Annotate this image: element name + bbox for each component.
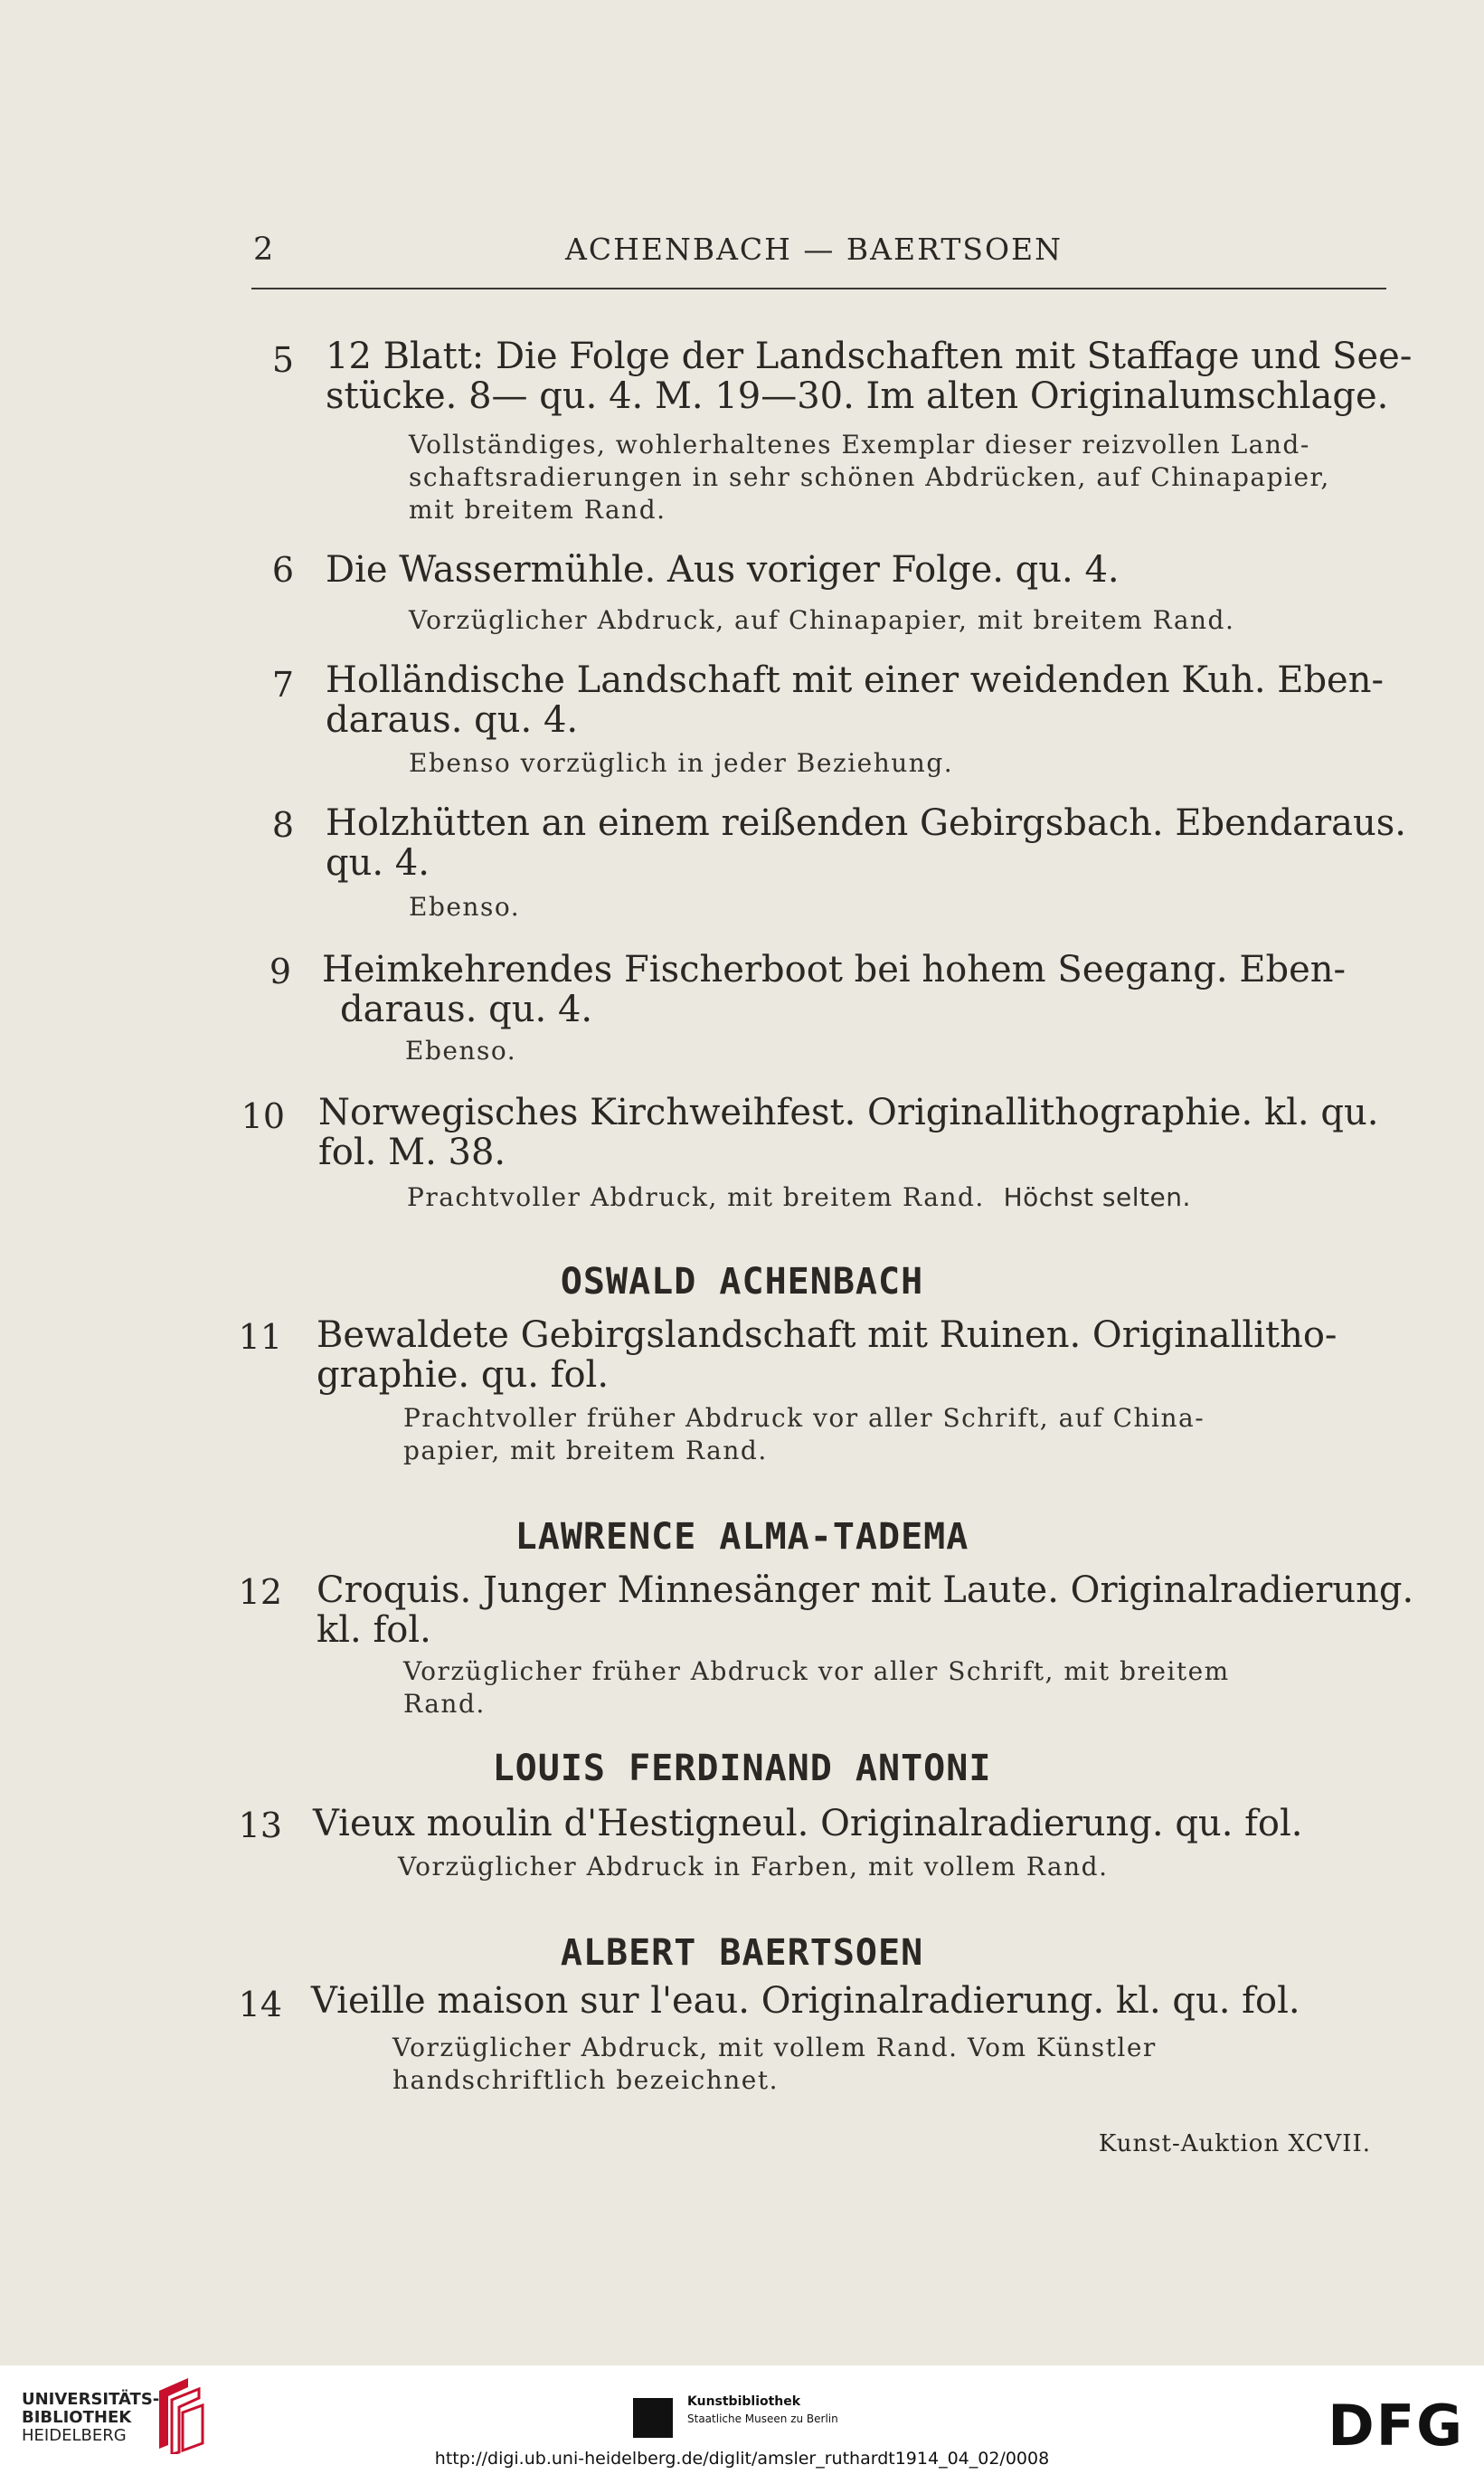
entry-description: Ebenso. <box>405 1036 517 1066</box>
entry-description: Vorzüglicher Abdruck, auf Chinapapier, mit breitem Rand. <box>409 605 1235 635</box>
entry-description: Vorzüglicher früher Abdruck vor aller Schrift, mit breitem Rand. <box>403 1656 1230 1719</box>
university-library-logo[interactable]: UNIVERSITÄTS- BIBLIOTHEK HEIDELBERG <box>22 2390 160 2445</box>
entry-description: Vorzüglicher Abdruck in Farben, mit vollem Rand. <box>398 1852 1109 1882</box>
rarity-note: Höchst selten. <box>1003 1182 1191 1212</box>
entry-number: 12 <box>238 1572 282 1612</box>
entry-number: 9 <box>269 952 291 991</box>
page-number: 2 <box>253 232 274 268</box>
entry-number: 10 <box>241 1096 285 1136</box>
entry-title: Die Wassermühle. Aus voriger Folge. qu. 4. <box>326 549 1120 591</box>
kunstbibliothek-emblem-icon <box>633 2398 673 2438</box>
dfg-logo[interactable]: DFG <box>1328 2393 1464 2459</box>
entry-description: Ebenso. <box>409 892 521 922</box>
artist-heading: LOUIS FERDINAND ANTONI <box>492 1748 992 1789</box>
artist-heading: ALBERT BAERTSOEN <box>560 1932 924 1974</box>
entry-number: 6 <box>271 550 294 590</box>
entry-number: 8 <box>271 805 294 845</box>
entry-title: Vieux moulin d'Hestigneul. Originalradierung. qu. fol. <box>313 1803 1303 1844</box>
artist-heading: LAWRENCE ALMA-TADEMA <box>515 1516 969 1558</box>
entry-description: Prachtvoller Abdruck, mit breitem Rand. Höchst selten. <box>407 1182 1191 1212</box>
digitization-bar <box>0 2365 1484 2474</box>
entry-description: Vollständiges, wohlerhaltenes Exemplar dieser reizvollen Land- schaftsradierungen in sehr schönen Abdrücken, auf Chinapapier, mit breitem Rand. <box>409 430 1330 525</box>
entry-number: 7 <box>271 665 294 705</box>
entry-title: 12 Blatt: Die Folge der Landschaften mit Staffage und See- stücke. 8— qu. 4. M. 19—30. Im alten Originalumschlage. <box>326 336 1413 417</box>
permalink-url[interactable]: http://digi.ub.uni-heidelberg.de/diglit/amsler_ruthardt1914_04_02/0008 <box>434 2449 1050 2469</box>
entry-number: 5 <box>271 340 294 380</box>
entry-number: 11 <box>238 1317 282 1357</box>
entry-description: Prachtvoller früher Abdruck vor aller Schrift, auf China- papier, mit breitem Rand. <box>403 1403 1205 1465</box>
entry-title: Norwegisches Kirchweihfest. Originallithographie. kl. qu. fol. M. 38. <box>318 1092 1379 1173</box>
entry-title: Holzhütten an einem reißenden Gebirgsbach. Ebendaraus. qu. 4. <box>326 802 1406 884</box>
kunstbibliothek-logo[interactable]: Kunstbibliothek Staatliche Museen zu Berlin <box>633 2391 868 2445</box>
entry-number: 14 <box>238 1985 282 2024</box>
entry-description: Ebenso vorzüglich in jeder Beziehung. <box>409 748 954 778</box>
entry-description: Vorzüglicher Abdruck, mit vollem Rand. Vom Künstler handschriftlich bezeichnet. <box>392 2033 1157 2095</box>
entry-title: Croquis. Junger Minnesänger mit Laute. Originalradierung. kl. fol. <box>317 1569 1414 1651</box>
entry-number: 13 <box>238 1806 282 1845</box>
artist-heading: OSWALD ACHENBACH <box>560 1261 924 1303</box>
entry-title: Heimkehrendes Fischerboot bei hohem Seegang. Eben- daraus. qu. 4. <box>322 949 1347 1030</box>
entry-title: Holländische Landschaft mit einer weidenden Kuh. Eben- daraus. qu. 4. <box>326 659 1384 741</box>
header-rule <box>251 288 1386 289</box>
running-title: ACHENBACH — BAERTSOEN <box>565 232 1063 267</box>
entry-title: Vieille maison sur l'eau. Originalradierung. kl. qu. fol. <box>311 1980 1300 2022</box>
library-emblem-icon <box>152 2373 206 2454</box>
entry-title: Bewaldete Gebirgslandschaft mit Ruinen. Originallitho- graphie. qu. fol. <box>317 1314 1337 1396</box>
running-head <box>244 232 1384 277</box>
catalog-footer-note: Kunst-Auktion XCVII. <box>1098 2130 1371 2157</box>
